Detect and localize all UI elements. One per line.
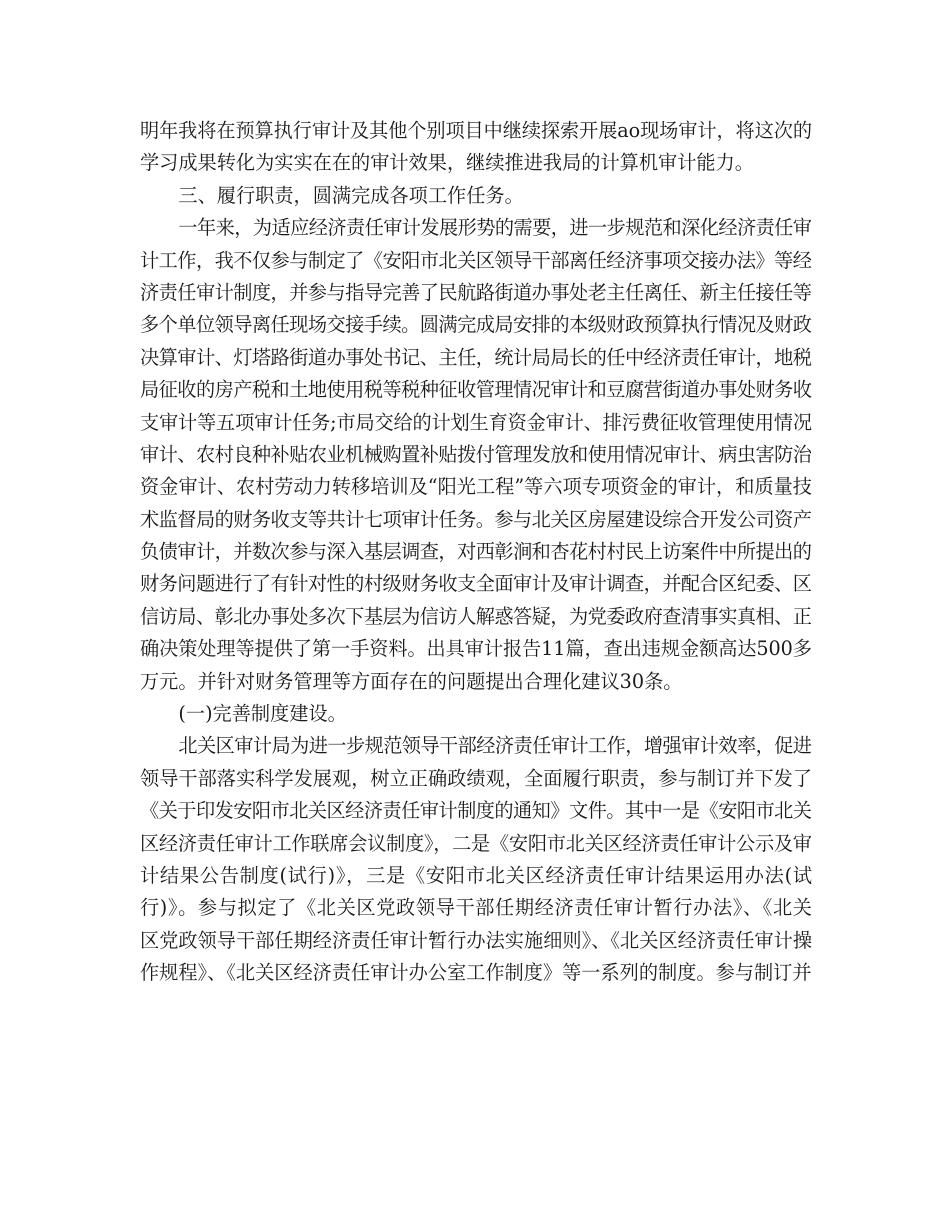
paragraph — [140, 115, 812, 180]
text-line: 局征收的房产税和土地使用税等税种征收管理情况审计和豆腐营街道办事处财务收 — [140, 378, 812, 402]
text-line: 三、履行职责，圆满完成各项工作任务。 — [178, 183, 524, 207]
text-line: 济责任审计制度，并参与指导完善了民航路街道办事处老主任离任、新主任接任等 — [140, 280, 812, 304]
text-line: 计结果公告制度(试行)》，三是《安阳市北关区经济责任审计结果运用办法(试 — [140, 863, 813, 887]
text-line: 审计、农村良种补贴农业机械购置补贴拨付管理发放和使用情况审计、病虫害防治 — [140, 442, 812, 466]
document-body — [140, 115, 812, 990]
text-line: 行)》。参与拟定了《北关区党政领导干部任期经济责任审计暂行办法》、《北关 — [140, 896, 813, 920]
text-line: 术监督局的财务收支等共计七项审计任务。参与北关区房屋建设综合开发公司资产 — [140, 507, 812, 531]
text-line: 明年我将在预算执行审计及其他个别项目中继续探索开展ao现场审计，将这次的 — [140, 119, 812, 142]
text-line: 北关区审计局为进一步规范领导干部经济责任审计工作，增强审计效率，促进 — [178, 734, 812, 758]
text-line: 计工作，我不仅参与制定了《安阳市北关区领导干部离任经济事项交接办法》等经 — [140, 248, 812, 272]
text-line: 学习成果转化为实实在在的审计效果，继续推进我局的计算机审计能力。 — [140, 151, 754, 175]
text-line: 区经济责任审计工作联席会议制度》，二是《安阳市北关区经济责任审计公示及审 — [140, 831, 812, 855]
paragraph — [140, 212, 812, 698]
text-line: 负债审计，并数次参与深入基层调查，对西彰涧和杏花村村民上访案件中所提出的 — [140, 540, 812, 564]
paragraph — [140, 180, 812, 212]
paragraph — [140, 698, 812, 730]
text-line: 领导干部落实科学发展观，树立正确政绩观，全面履行职责，参与制订并下发了 — [140, 766, 813, 790]
text-line: 确决策处理等提供了第一手资料。出具审计报告11篇，查出违规金额高达500多 — [140, 637, 812, 661]
text-line: 信访局、彰北办事处多次下基层为信访人解惑答疑，为党委政府查清事实真相、正 — [140, 604, 812, 628]
text-line: 决算审计、灯塔路街道办事处书记、主任，统计局局长的任中经济责任审计，地税 — [140, 345, 812, 369]
paragraph — [140, 730, 812, 989]
text-line: 作规程》、《北关区经济责任审计办公室工作制度》等一系列的制度。参与制订并 — [140, 961, 812, 985]
text-line: 多个单位领导离任现场交接手续。圆满完成局安排的本级财政预算执行情况及财政 — [140, 313, 812, 337]
text-line: 资金审计、农村劳动力转移培训及“阳光工程”等六项专项资金的审计，和质量技 — [140, 475, 812, 499]
text-line: 一年来，为适应经济责任审计发展形势的需要，进一步规范和深化经济责任审 — [178, 216, 812, 240]
text-line: 《关于印发安阳市北关区经济责任审计制度的通知》文件。其中一是《安阳市北关 — [140, 799, 812, 823]
text-line: 区党政领导干部任期经济责任审计暂行办法实施细则》、《北关区经济责任审计操 — [140, 928, 813, 952]
text-line: 万元。并针对财务管理等方面存在的问题提出合理化建议30条。 — [140, 669, 683, 693]
text-line: 财务问题进行了有针对性的村级财务收支全面审计及审计调查，并配合区纪委、区 — [140, 572, 812, 596]
text-line: (一)完善制度建设。 — [178, 702, 347, 726]
text-line: 支审计等五项审计任务;市局交给的计划生育资金审计、排污费征收管理使用情况 — [140, 410, 812, 434]
